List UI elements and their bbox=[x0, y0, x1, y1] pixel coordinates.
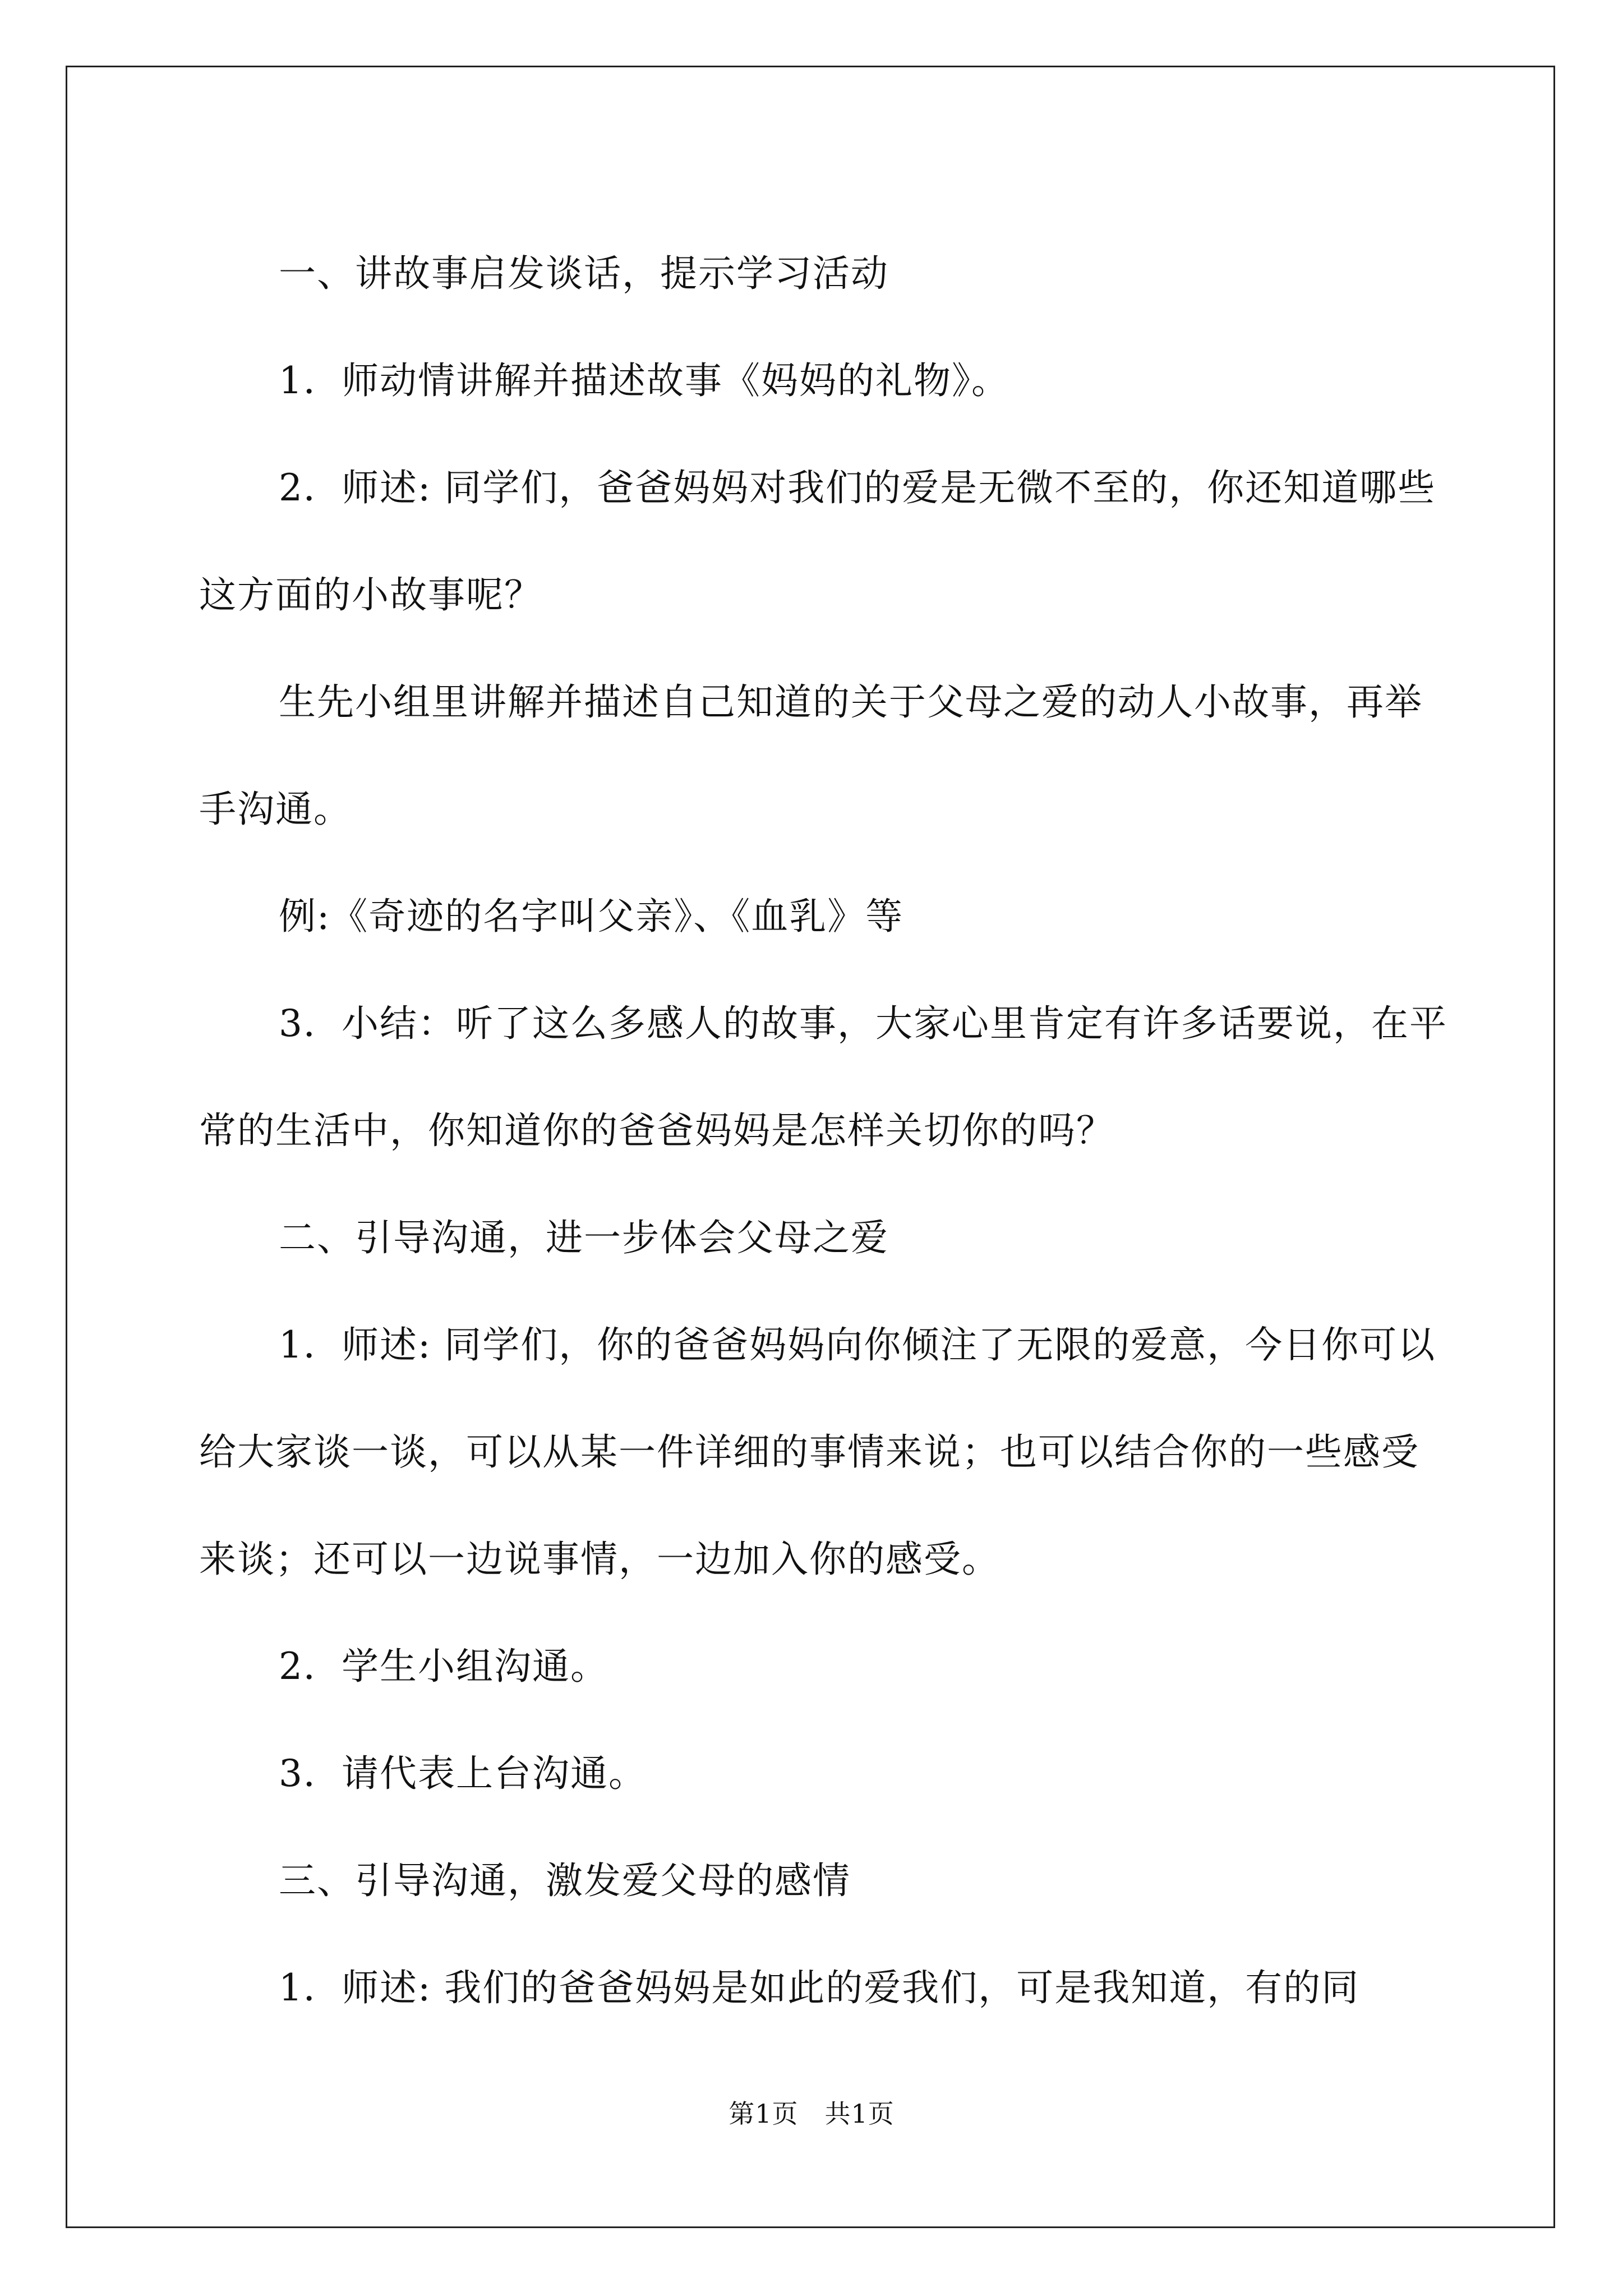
page-number-footer: 第1页 共1页 bbox=[728, 2099, 895, 2129]
paragraph: 3．小结：听了这么多感人的故事，大家心里肯定有许多话要说，在平常的生活中，你知道你的爸爸妈妈是怎样关切你的吗？ bbox=[199, 1002, 1447, 1152]
paragraph: 1．师述: 同学们，你的爸爸妈妈向你倾注了无限的爱意，今日你可以给大家谈一谈，可以从某一件详细的事情来说；也可以结合你的一些感受来谈；还可以一边说事情，一边加入你的感受。 bbox=[199, 1323, 1436, 1581]
paragraph: 3．请代表上台沟通。 bbox=[279, 1752, 647, 1795]
paragraph: 例:《奇迹的名字叫父亲》、《血乳》等 bbox=[279, 895, 904, 938]
paragraph: 二、引导沟通，进一步体会父母之爱 bbox=[279, 1216, 889, 1259]
paragraph: 2．师述: 同学们，爸爸妈妈对我们的爱是无微不至的，你还知道哪些这方面的小故事呢？ bbox=[199, 466, 1436, 616]
paragraph: 2．学生小组沟通。 bbox=[279, 1645, 608, 1688]
paragraph: 生先小组里讲解并描述自己知道的关于父母之爱的动人小故事，再举手沟通。 bbox=[199, 680, 1423, 831]
paragraph: 1．师述: 我们的爸爸妈妈是如此的爱我们，可是我知道，有的同 bbox=[279, 1966, 1360, 2009]
paragraph: 1．师动情讲解并描述故事《妈妈的礼物》。 bbox=[279, 359, 1009, 402]
document-body bbox=[199, 220, 1450, 2041]
paragraph: 一、讲故事启发谈话，提示学习活动 bbox=[279, 252, 889, 295]
paragraph: 三、引导沟通，激发爱父母的感情 bbox=[279, 1859, 851, 1902]
